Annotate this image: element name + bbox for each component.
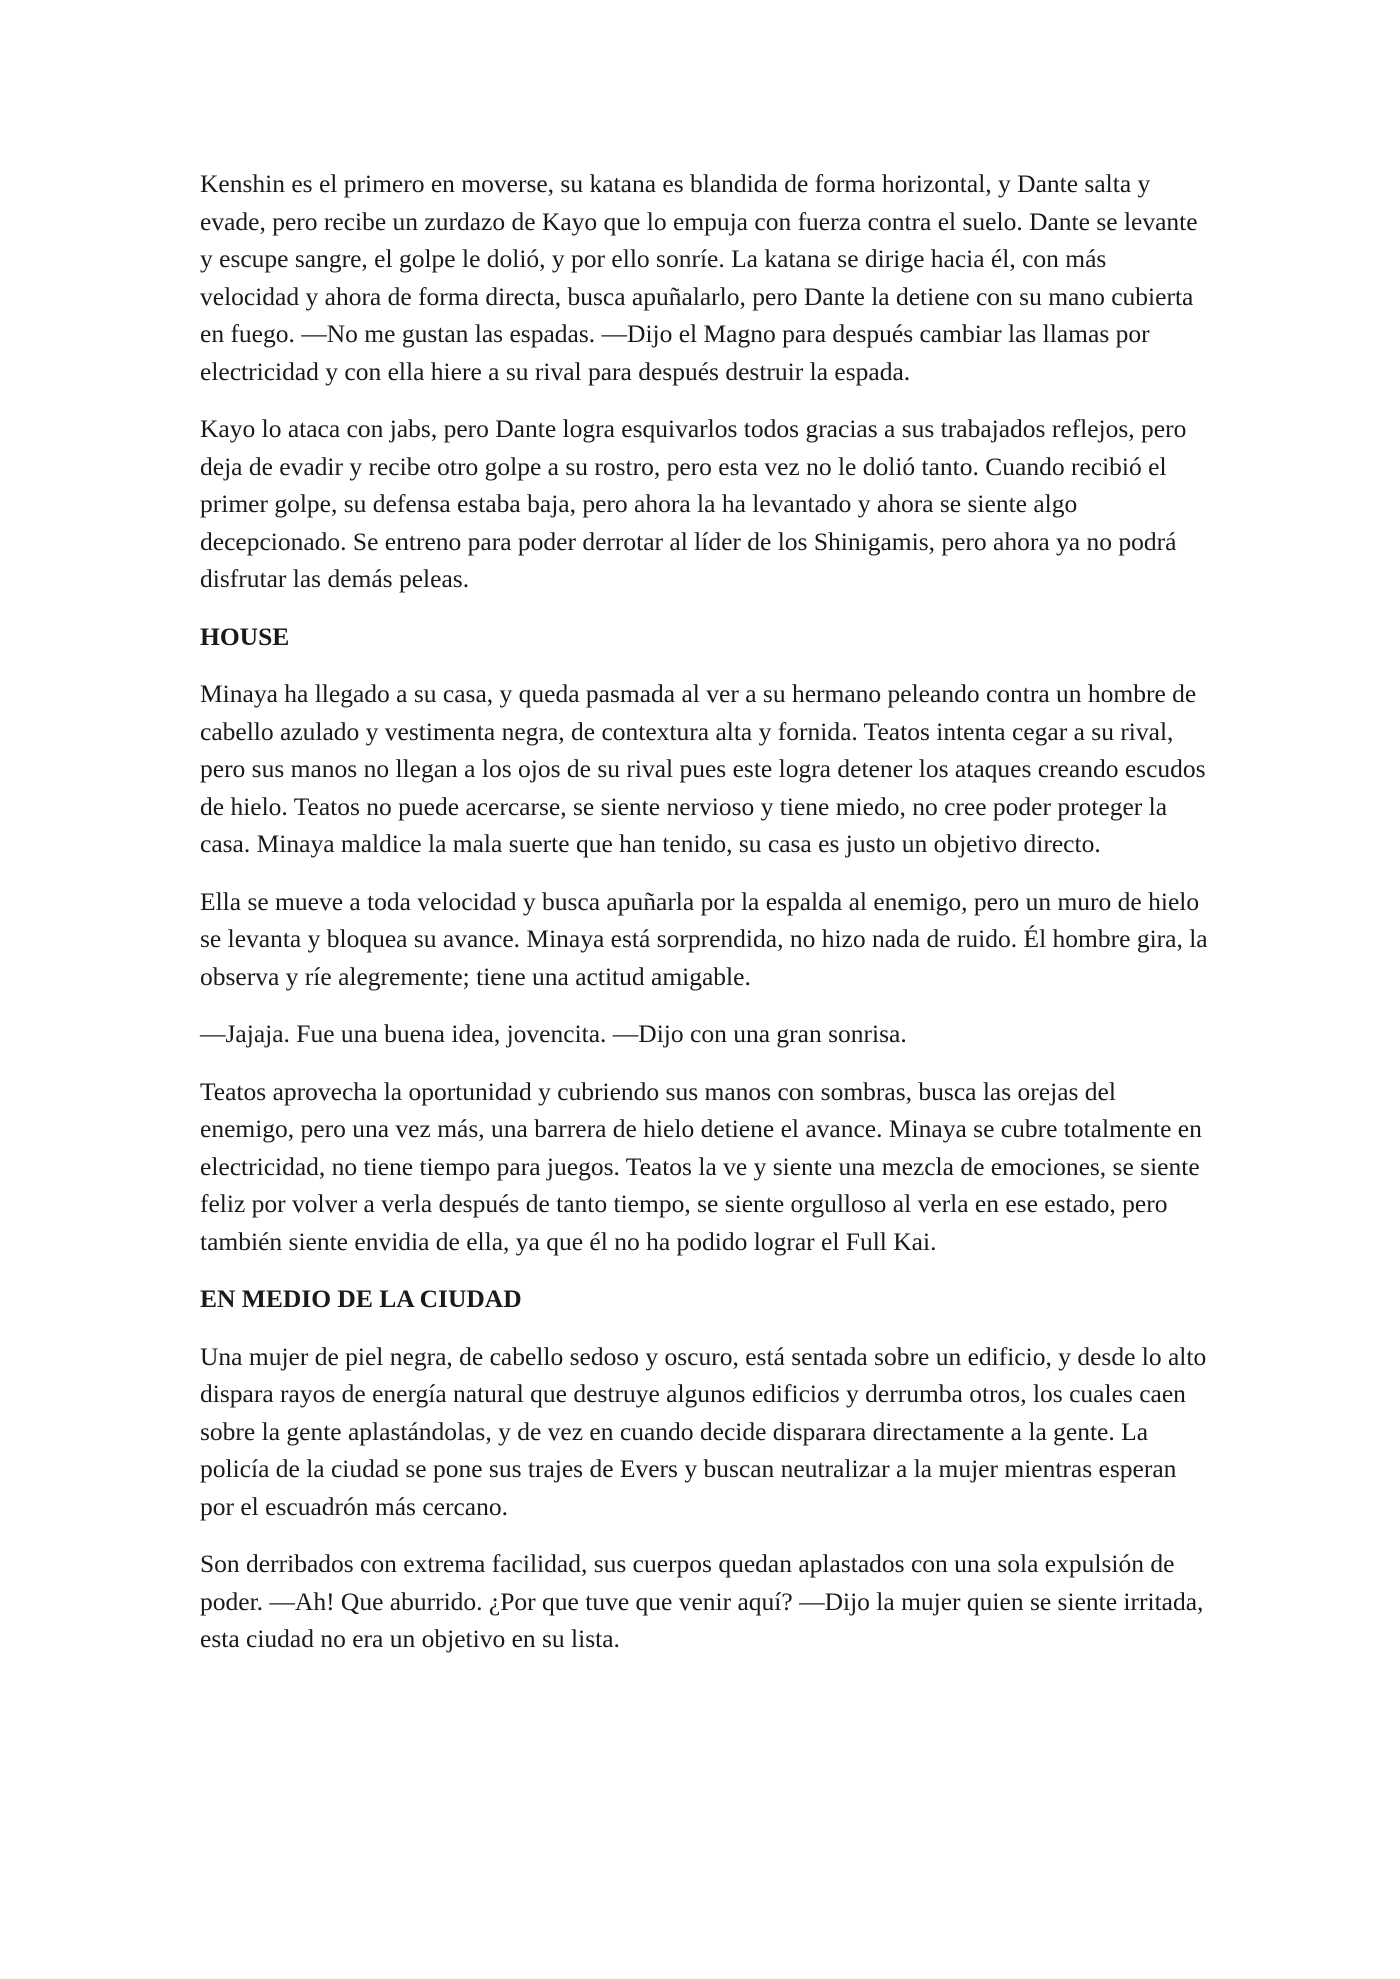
paragraph-dialogue-jajaja: —Jajaja. Fue una buena idea, jovencita. —Dijo con una gran sonrisa. [200,1019,907,1048]
paragraph-minaya-arrives: Minaya ha llegado a su casa, y queda pasmada al ver a su hermano peleando contra un hombre de cabello azulado y vestimenta negra, de contextura alta y fornida. Teatos intenta cegar a su rival, pero sus manos no llegan a los ojos de su rival pues este logra detener los ataques creando escudos de hielo. Teatos no puede acercarse, se siente nervioso y tiene miedo, no cree poder proteger la casa. Minaya maldice la mala suerte que han tenido, su casa es justo un objetivo directo. [200,679,1206,858]
paragraph-teatos-shadows: Teatos aprovecha la oportunidad y cubriendo sus manos con sombras, busca las orejas del enemigo, pero una vez más, una barrera de hielo detiene el avance. Minaya se cubre totalmente en electricidad, no tiene tiempo para juegos. Teatos la ve y siente una mezcla de emociones, se siente feliz por volver a verla después de tanto tiempo, se siente orgulloso al verla en ese estado, pero también siente envidia de ella, ya que él no ha podido lograr el Full Kai. [200,1076,1202,1256]
paragraph-ice-wall: Ella se mueve a toda velocidad y busca apuñarla por la espalda al enemigo, pero un muro de hielo se levanta y bloquea su avance. Minaya está sorprendida, no hizo nada de ruido. Él hombre gira, la observa y ríe alegremente; tiene una actitud amigable. [200,886,1208,991]
paragraph-kenshin-attack: Kenshin es el primero en moverse, su katana es blandida de forma horizontal, y Dante salta y evade, pero recibe un zurdazo de Kayo que lo empuja con fuerza contra el suelo. Dante se levante y escupe sangre, el golpe le dolió, y por ello sonríe. La katana se dirige hacia él, con más velocidad y ahora de forma directa, busca apuñalarlo, pero Dante la detiene con su mano cubierta en fuego. —No me gustan las espadas. —Dijo el Magno para después cambiar las llamas por electricidad y con ella hiere a su rival para después destruir la espada. [200,169,1198,386]
section-heading-city: EN MEDIO DE LA CIUDAD [200,1284,522,1313]
document-page [200,165,1210,1678]
section-heading-house: HOUSE [200,621,290,651]
paragraph-woman-on-building: Una mujer de piel negra, de cabello sedoso y oscuro, está sentada sobre un edificio, y desde lo alto dispara rayos de energía natural que destruye algunos edificios y derrumba otros, los cuales caen sobre la gente aplastándolas, y de vez en cuando decide disparara directamente a la gente. La policía de la ciudad se pone sus trajes de Evers y buscan neutralizar a la mujer mientras esperan por el escuadrón más cercano. [200,1341,1207,1521]
paragraph-police-defeated: Son derribados con extrema facilidad, sus cuerpos quedan aplastados con una sola expulsión de poder. —Ah! Que aburrido. ¿Por que tuve que venir aquí? —Dijo la mujer quien se siente irritada, esta ciudad no era un objetivo en su lista. [200,1549,1204,1653]
paragraph-kayo-jabs: Kayo lo ataca con jabs, pero Dante logra esquivarlos todos gracias a sus trabajados reflejos, pero deja de evadir y recibe otro golpe a su rostro, pero esta vez no le dolió tanto. Cuando recibió el primer golpe, su defensa estaba baja, pero ahora la ha levantado y ahora se siente algo decepcionado. Se entreno para poder derrotar al líder de los Shinigamis, pero ahora ya no podrá disfrutar las demás peleas. [200,414,1187,593]
